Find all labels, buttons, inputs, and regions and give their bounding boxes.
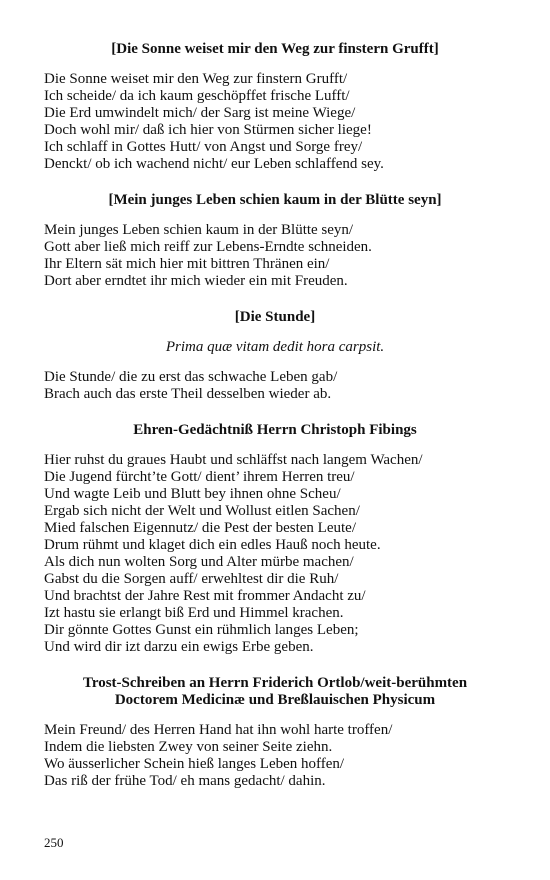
poem-line: Mied falschen Eigennutz/ die Pest der besten Leute/ [44,520,356,536]
poem-title-line: Trost-Schreiben an Herrn Friderich Ortlob/weit-berühmten [82,675,468,691]
poem-die-sonne [44,41,506,173]
poem-line: Dir gönnte Gottes Gunst ein rühmlich langes Leben; [44,622,359,638]
poem-line: Die Sonne weiset mir den Weg zur finstern Grufft/ [44,71,348,87]
poem-line: Drum rühmt und klaget dich ein edles Hauß noch heute. [44,537,381,553]
poem-line: Doch wohl mir/ daß ich hier von Stürmen sicher liege! [44,122,372,138]
poem-title: Ehren-Gedächtniß Herrn Christoph Fibings [133,422,417,438]
poem-line: Gabst du die Sorgen auff/ erwehltest dir die Ruh/ [44,571,339,587]
poem-motto: Prima quæ vitam dedit hora carpsit. [165,339,385,355]
poem-line: Indem die liebsten Zwey von seiner Seite ziehn. [44,739,333,755]
poem-line: Ich schlaff in Gottes Hutt/ von Angst und Sorge frey/ [44,139,363,155]
poem-line: Denckt/ ob ich wachend nicht/ eur Leben schlaffend sey. [44,156,384,172]
poem-line: Gott aber ließ mich reiff zur Lebens-Erndte schneiden. [44,239,372,255]
poem-body [44,369,506,403]
poem-line: Und wird dir izt darzu ein ewigs Erbe geben. [44,639,314,655]
poem-line: Ich scheide/ da ich kaum geschöpffet frische Lufft/ [44,88,350,104]
poem-line: Brach auch das erste Theil desselben wieder ab. [44,386,332,402]
poem-line: Izt hastu sie erlangt biß Erd und Himmel krachen. [44,605,344,621]
poem-line: Und wagte Leib und Blutt bey ihnen ohne Scheu/ [44,486,341,502]
poem-title: [Mein junges Leben schien kaum in der Blütte seyn] [108,192,442,208]
poem-body [44,722,506,790]
poem-line: Und brachtst der Jahre Rest mit frommer Andacht zu/ [44,588,366,604]
poem-body [44,452,506,656]
poem-ehren-gedaechtniss [44,422,506,656]
poem-line: Mein Freund/ des Herren Hand hat ihn wohl harte troffen/ [44,722,393,738]
poem-line: Hier ruhst du graues Haubt und schläffst nach langem Wachen/ [44,452,423,468]
poem-line: Dort aber erndtet ihr mich wieder ein mit Freuden. [44,273,348,289]
page-number: 250 [44,835,64,850]
poem-title: [Die Stunde] [234,309,316,325]
poem-die-stunde [44,309,506,403]
poem-title-line: Doctorem Medicinæ und Breßlauischen Physicum [114,692,436,708]
poem-line: Ihr Eltern sät mich hier mit bittren Thränen ein/ [44,256,330,272]
poem-line: Die Erd umwindelt mich/ der Sarg ist meine Wiege/ [44,105,356,121]
poem-title: [Die Sonne weiset mir den Weg zur finstern Grufft] [111,41,439,57]
poem-line: Wo äusserlicher Schein hieß langes Leben hoffen/ [44,756,345,772]
poem-body [44,71,506,173]
poem-line: Mein junges Leben schien kaum in der Blütte seyn/ [44,222,354,238]
poem-line: Die Jugend fürcht’te Gott/ dient’ ihrem Herren treu/ [44,469,355,485]
poem-line: Das riß der frühe Tod/ eh mans gedacht/ dahin. [44,773,326,789]
poem-trost-schreiben [44,675,506,790]
book-page [44,41,506,790]
poem-body [44,222,506,290]
poem-line: Ergab sich nicht der Welt und Wollust eitlen Sachen/ [44,503,360,519]
poem-mein-junges-leben [44,192,506,290]
poem-line: Die Stunde/ die zu erst das schwache Leben gab/ [44,369,338,385]
poem-line: Als dich nun wolten Sorg und Alter mürbe machen/ [44,554,354,570]
